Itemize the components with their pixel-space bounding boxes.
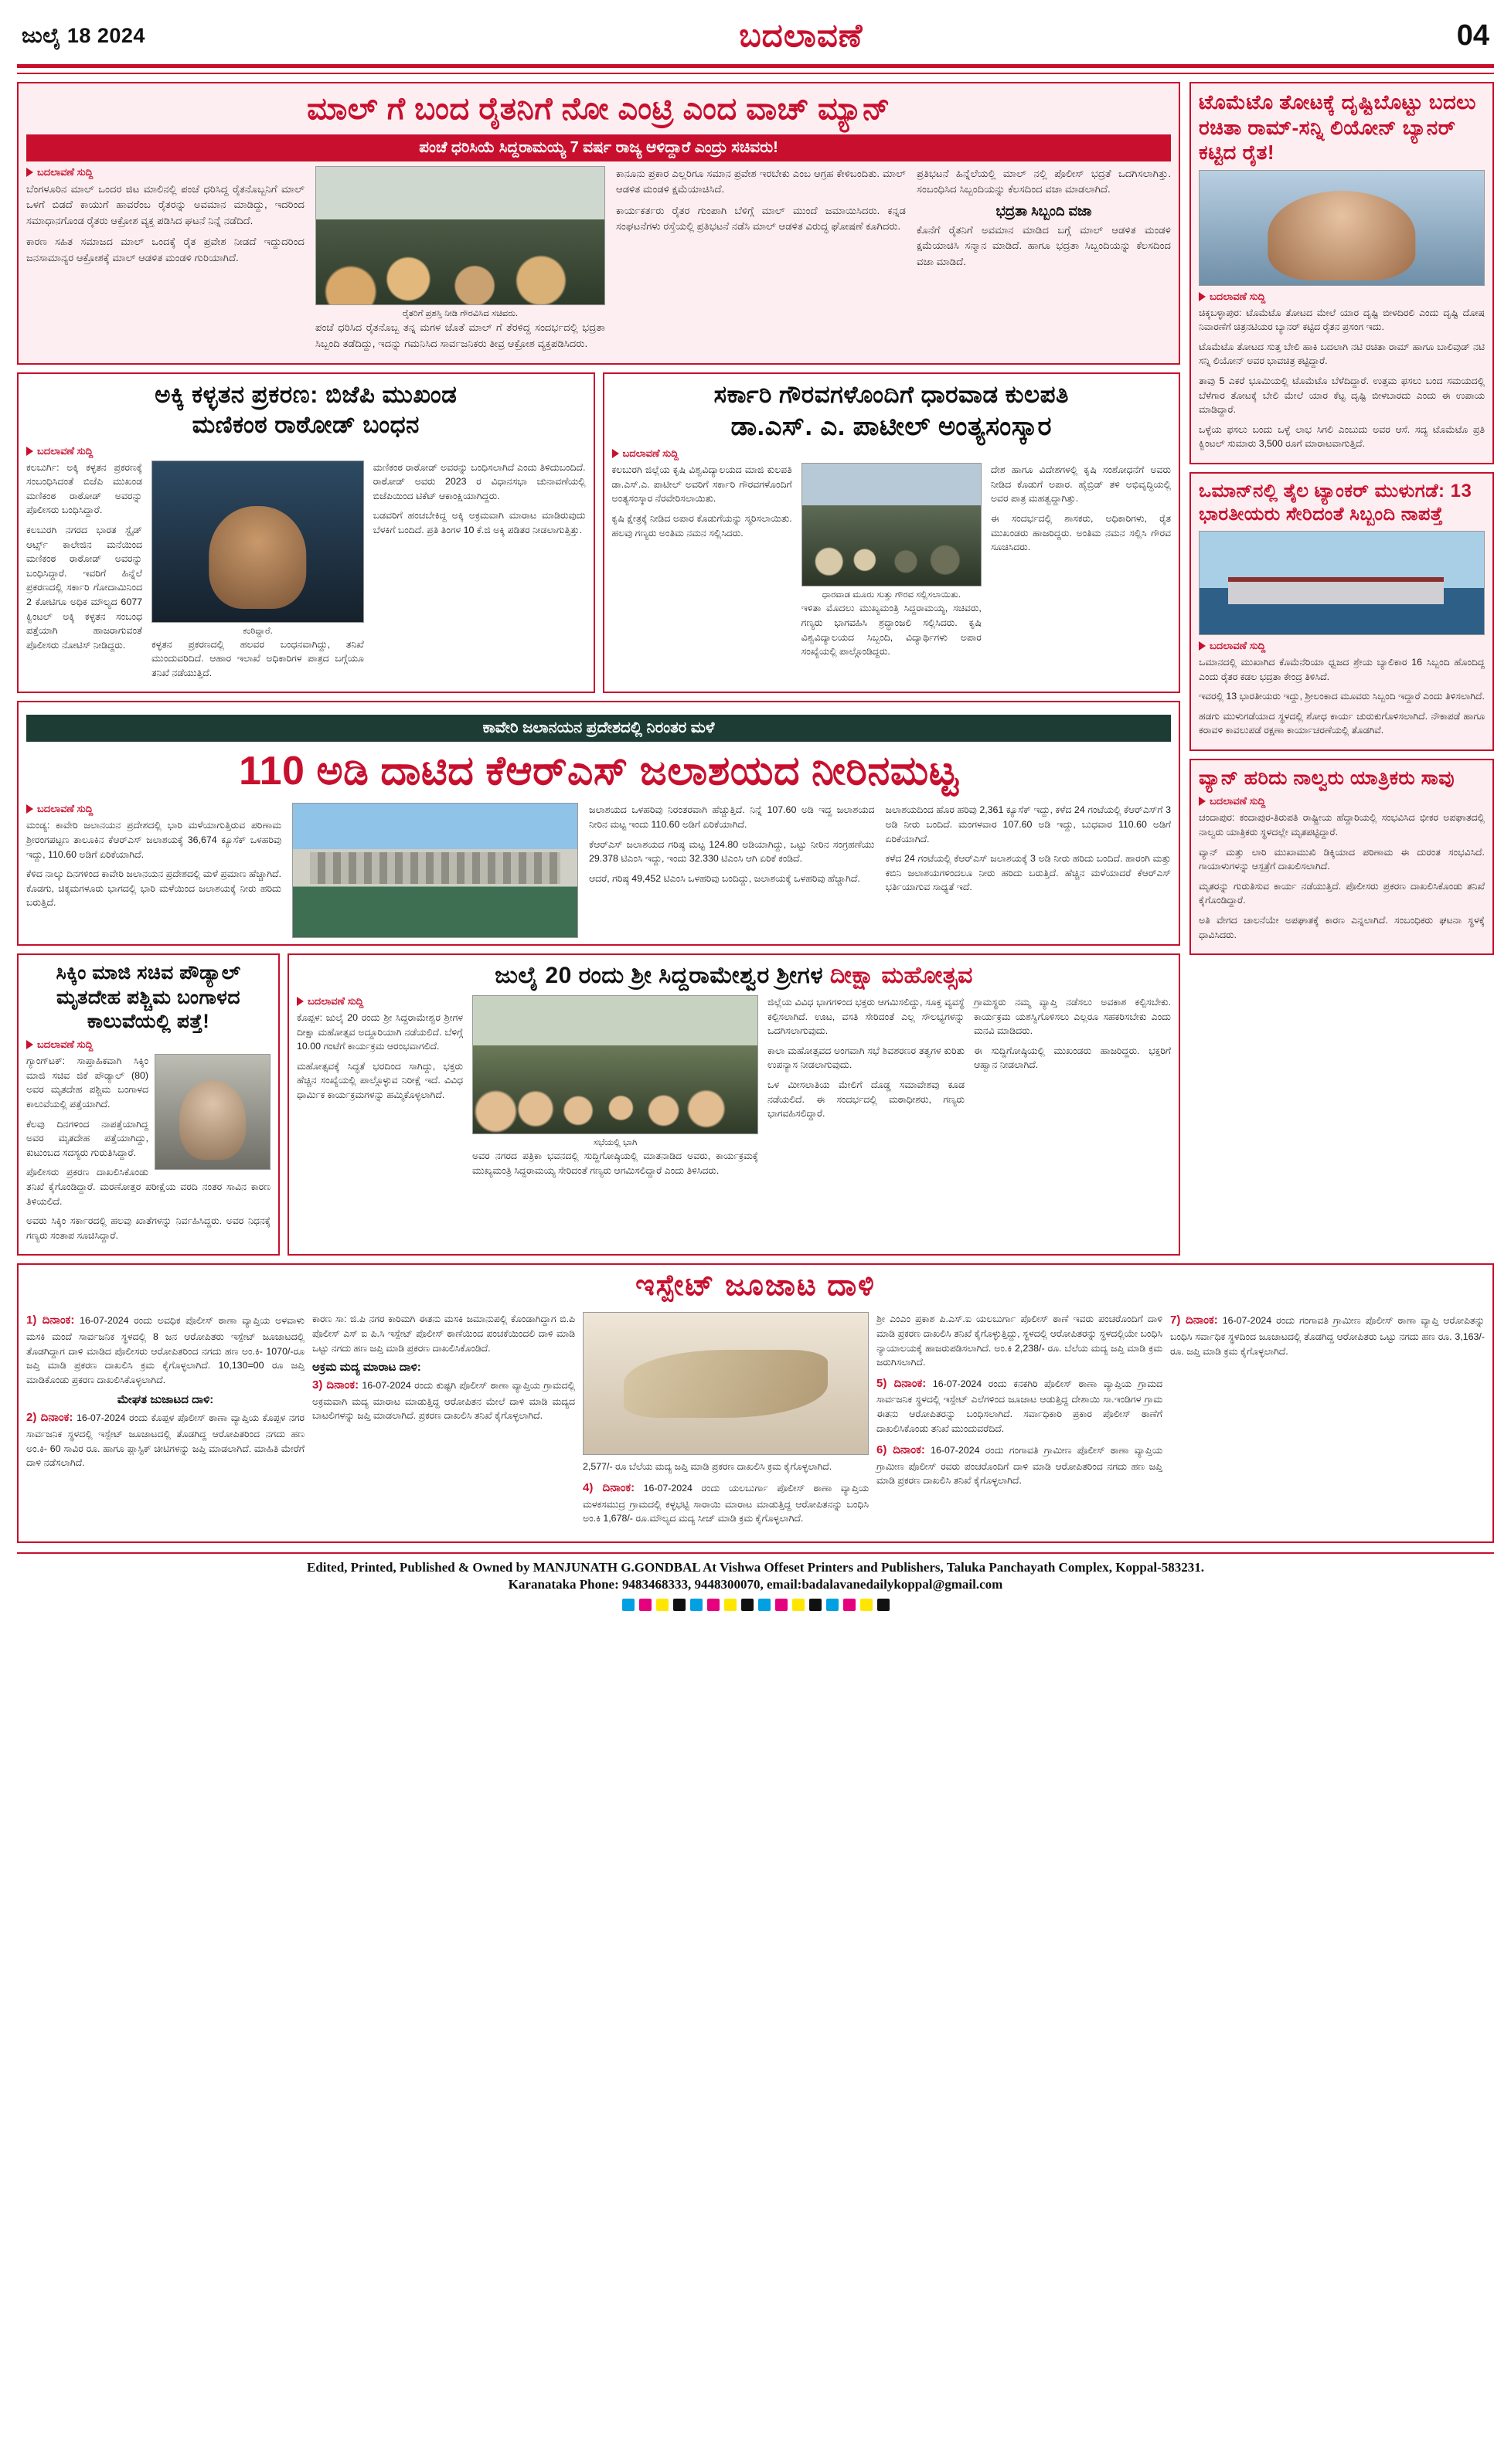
registration-mark [775,1599,788,1611]
lead-article [17,82,1180,365]
rice-paragraph: ಕಲಬುರಗಿ ನಗರದ ಭಾರತ ಸ್ಟೈಡ್ ಆರ್ಟ್ಸ್ ಕಾಲೇಜಿನ ಮನೆಯಿಂದ ಮಣಿಕಂಠ ರಾಠೋಡ್ ಅವರನ್ನು ಬಂಧಿಸಿದ್ದಾರೆ. ಇವರಿಗೆ ಹಿನ್ನೆಲೆ ಪ್ರಕರಣದಲ್ಲಿ ಸರ್ಕಾರಿ ಗೋದಾಮಿನಿಂದ 2 ಕೋಟಿಗೂ ಅಧಿಕ ಮೌಲ್ಯದ 6077 ಕ್ವಿಂಟಲ್ ಅಕ್ಕಿ ಕಳ್ಳತನ ಸಂಬಂಧ ಪತ್ತೆಯಾಗಿ ಹಾಜರಾಗುವಂತೆ ಪೊಲೀಸರು ನೋಟಿಸ್ ನೀಡಿದ್ದರು. [26,524,142,651]
deeksha-article [288,953,1180,1256]
rice-paragraph: ಮಣಿಕಂಠ ರಾಠೋಡ್ ಅವರನ್ನು ಬಂಧಿಸಲಾಗಿದೆ ಎಂದು ತಿಳಿದುಬಂದಿದೆ. ರಾಠೋಡ್ ಅವರು 2023 ರ ವಿಧಾನಸಭಾ ಚುನಾವಣೆಯಲ್ಲಿ ಬಿಜೆಪಿಯಿಂದ ಟಿಕೆಟ್ ಆಕಾಂಕ್ಷಿಯಾಗಿದ್ದರು. [373,461,586,501]
byline [297,995,463,1008]
dharwad-paragraph: ದೇಶ ಹಾಗೂ ವಿದೇಶಗಳಲ್ಲಿ ಕೃಷಿ ಸಂಶೋಧನೆಗೆ ಅವರು ನೀಡಿದ ಕೊಡುಗೆ ಅಪಾರ. ಹೈಬ್ರಿಡ್ ತಳಿ ಅಭಿವೃದ್ಧಿಯಲ್ಲಿ ಅವರ ಪಾತ್ರ ಮಹತ್ವದ್ದಾಗಿತ್ತು. [990,464,1171,505]
case-date: 16-07-2024 ರಂದು [362,1380,434,1392]
registration-mark [860,1599,873,1611]
van-paragraph: ಅತಿ ವೇಗದ ಚಾಲನೆಯೇ ಅಪಘಾತಕ್ಕೆ ಕಾರಣ ಎನ್ನಲಾಗಿದೆ. ಸಂಬಂಧಿಕರು ಘಟನಾ ಸ್ಥಳಕ್ಕೆ ಧಾವಿಸಿದರು. [1199,914,1485,940]
deeksha-headline-part2: ದೀಕ್ಷಾ ಮಹೋತ್ಸವ [829,963,973,989]
dam-paragraph: ಜಲಾಶಯದಿಂದ ಹೊರ ಹರಿವು 2,361 ಕ್ಯೂಸೆಕ್ ಇದ್ದು, ಕಳೆದ 24 ಗಂಟೆಯಲ್ಲಿ ಕೆಆರ್‌ಎಸ್‌ಗೆ 3 ಅಡಿ ನೀರು ಬಂದಿದೆ. ಮಂಗಳವಾರ 107.60 ಅಡಿ ಇದ್ದು, ಬುಧವಾರ 110.60 ಅಡಿಗೆ ಏರಿಕೆಯಾಗಿದೆ. [885,804,1171,845]
dam-paragraph: ಕಳೆದ 24 ಗಂಟೆಯಲ್ಲಿ ಕೆಆರ್‌ಎಸ್ ಜಲಾಶಯಕ್ಕೆ 3 ಅಡಿ ನೀರು ಹರಿದು ಬಂದಿದೆ. ಹಾರಂಗಿ ಮತ್ತು ಕಬಿನಿ ಜಲಾಶಯಗಳಿಂದಲೂ ನೀರು ಹರಿದು ಬರುತ್ತಿದೆ. ಹೆಚ್ಚಿನ ಮಳೆಯಾದರೆ ಕೆಆರ್‌ಎಸ್ ಭರ್ತಿಯಾಗುವ ಸಾಧ್ಯತೆ ಇದೆ. [885,853,1171,893]
deeksha-paragraph: ಕೊಪ್ಪಳ: ಜುಲೈ 20 ರಂದು ಶ್ರೀ ಸಿದ್ದರಾಮೇಶ್ವರ ಶ್ರೀಗಳ ದೀಕ್ಷಾ ಮಹೋತ್ಸವ ಅದ್ದೂರಿಯಾಗಿ ನಡೆಯಲಿದೆ. ಬೆಳಿಗ್ಗೆ 10.00 ಗಂಟೆಗೆ ಕಾರ್ಯಕ್ರಮ ಆರಂಭವಾಗಲಿದೆ. [297,1011,463,1052]
dharwad-photo [801,463,982,586]
lead-photo-caption: ರೈತರಿಗೆ ಪ್ರಶಸ್ತಿ ನೀಡಿ ಗೌರವಿಸಿದ ಸಚಿವರು. [402,309,519,318]
dharwad-paragraph: ಈ ಸಂದರ್ಭದಲ್ಲಿ ಶಾಸಕರು, ಅಧಿಕಾರಿಗಳು, ರೈತ ಮುಖಂಡರು ಹಾಜರಿದ್ದರು. ಅಂತಿಮ ನಮನ ಸಲ್ಲಿಸಿ ಗೌರವ ಸೂಚಿಸಿದರು. [990,513,1171,553]
rice-paragraph: ಕಲಬುರ್ಗಿ: ಅಕ್ಕಿ ಕಳ್ಳತನ ಪ್ರಕರಣಕ್ಕೆ ಸಂಬಂಧಿಸಿದಂತೆ ಬಿಜೆಪಿ ಮುಖಂಡ ಮಣಿಕಂಠ ರಾಠೋಡ್ ಅವರನ್ನು ಪೊಲೀಸರು ಬಂಧಿಸಿದ್ದಾರೆ. [26,461,142,516]
registration-mark [877,1599,890,1611]
dharwad-article [603,372,1181,693]
lead-subhead: ಪಂಚೆ ಧರಿಸಿಯೆ ಸಿದ್ದರಾಮಯ್ಯ 7 ವರ್ಷ ರಾಜ್ಯ ಆಳಿದ್ದಾರೆ ಎಂದ್ರು ಸಚಿವರು! [26,134,1171,161]
oman-headline: ಒಮಾನ್‌ನಲ್ಲಿ ತೈಲ ಟ್ಯಾಂಕರ್ ಮುಳುಗಡೆ: 13 ಭಾರತೀಯರು ಸೇರಿದಂತೆ ಸಿಬ್ಬಂದಿ ನಾಪತ್ತೆ [1199,480,1472,525]
tomato-paragraph: ಟೊಮೆಟೊ ತೋಟದ ಸುತ್ತ ಬೇಲಿ ಹಾಕಿ ಬದಲಾಗಿ ನಟಿ ರಚಿತಾ ರಾಮ್ ಹಾಗೂ ಬಾಲಿವುಡ್ ನಟಿ ಸನ್ನಿ ಲಿಯೋನ್ ಅವರ ಭಾವಚಿತ್ರ ಕಟ್ಟಿದ್ದಾರೆ. [1199,341,1485,367]
gambling-raid-section [17,1263,1494,1542]
byline-triangle-icon [26,447,33,456]
rice-headline-line2: ಮಣಿಕಂಠ ರಾಠೋಡ್ ಬಂಧನ [192,410,420,438]
case-text: ಯಲಬುರ್ಗಾ ಪೊಲೀಸ್ ಠಾಣಾ ವ್ಯಾಪ್ತಿಯ ಮಳಕಸಮುದ್ರ ಗ್ರಾಮದಲ್ಲಿ ಕಳ್ಳಭಟ್ಟಿ ಸಾರಾಯಿ ಮಾರಾಟ ಮಾಡುತ್ತಿದ್ದ ಆರೋಪಿತನನ್ನು ಬಂಧಿಸಿ ಅಂ.ಕಿ 1,678/- ರೂ.ಮೌಲ್ಯದ ಮದ್ಯ ಸೀಜ್ ಮಾಡಿ ಕ್ರಮ ಕೈಗೊಳ್ಳಲಾಗಿದೆ. [583,1483,869,1524]
rice-paragraph: ಬಡವರಿಗೆ ಹಂಚಬೇಕಿದ್ದ ಅಕ್ಕಿ ಅಕ್ರಮವಾಗಿ ಮಾರಾಟ ಮಾಡಿರುವುದು ಬೆಳಕಿಗೆ ಬಂದಿದೆ. ಪ್ರತಿ ತಿಂಗಳ 10 ಕೆ.ಜಿ ಅಕ್ಕಿ ಪಡಿತರ ನೀಡಲಾಗುತ್ತಿತ್ತು. [373,510,586,535]
masthead-rule-thin [17,73,1494,74]
page-grid [17,82,1494,1256]
lead-paragraph: ಕಾರ್ಯಕರ್ತರು ರೈತರ ಗುಂಪಾಗಿ ಬೆಳಿಗ್ಗೆ ಮಾಲ್ ಮುಂದೆ ಜಮಾಯಿಸಿದರು. ಕನ್ನಡ ಸಂಘಟನೆಗಳು ರಸ್ತೆಯಲ್ಲಿ ಪ್ರತಿಭಟನೆ ನಡೆಸಿ ಮಾಲ್ ಆಡಳಿತ ವಿರುದ್ಧ ಘೋಷಣೆ ಕೂಗಿದರು. [616,204,906,233]
gambling-col-3 [583,1312,869,1531]
lead-paragraph: ಬೆಂಗಳೂರಿನ ಮಾಲ್ ಒಂದರ ಜಿಟ ಮಾಲಿನಲ್ಲಿ ಪಂಚೆ ಧರಿಸಿದ್ದ ರೈತನೊಬ್ಬನಿಗೆ ಮಾಲ್ ಒಳಗೆ ಬಿಡದೆ ಕಾಯುಗೆ ಹಾವರೆಂಬ ರೈತರನ್ನು ಅವಮಾನ ಮಾಡಿದ್ದು, ಇದರಿಂದ ಸಮಾಧಾನಗೊಂಡ ರೈತರು ಆಕ್ರೋಶ ವ್ಯಕ್ತ ಪಡಿಸಿದ ಘಟನೆ ನಿನ್ನೆ ನಡೆದಿದೆ. [26,183,305,226]
sikkim-paragraph: ಗ್ಯಾಂಗ್‌ಟಕ್: ಸಾಪ್ತಾಹಿಕವಾಗಿ ಸಿಕ್ಕಿಂ ಮಾಜಿ ಸಚಿವ ಜಿಕೆ ಪೌಡ್ಯಾಲ್ (80) ಅವರ ಮೃತದೇಹ ಪಶ್ಚಿಮ ಬಂಗಾಳದ ಕಾಲುವೆಯಲ್ಲಿ ಪತ್ತೆಯಾಗಿದೆ. [26,1055,148,1110]
case-text: ಕನಕಗಿರಿ ಪೊಲೀಸ್ ಠಾಣಾ ವ್ಯಾಪ್ತಿಯ ಗ್ರಾಮದ ಸಾರ್ವಜನಿಕ ಸ್ಥಳದಲ್ಲಿ ಇಸ್ಪೇಟ್ ಎಲೆಗಳಿಂದ ಜೂಜಾಟ ಆಡುತ್ತಿದ್ದ ದೇಶಾಯಿ ಸಾ.ಇಂಡಿಗಳ ಗ್ರಾಮ ಈತನು ಆರೋಪಿತರನ್ನು ಬಂಧಿಸಲಾಗಿದೆ. ಸರ್ವಾಧಿಕಾರಿ ಪ್ರಕಾರ ಪೊಲೀಸ್ ಠಾಣೆಗೆ ದಾಖಲಿಸಿಕೊಂಡು ತನಿಖೆ ಮುಂದುವರೆದಿದೆ. [876,1378,1162,1434]
byline [1199,640,1485,652]
lead-paragraph: ಪಂಚೆ ಧರಿಸಿದ ರೈತನೊಬ್ಬ ತನ್ನ ಮಗಳ ಜೊತೆ ಮಾಲ್ ಗೆ ತೆರಳಿದ್ದ ಸಂದರ್ಭದಲ್ಲಿ ಭದ್ರತಾ ಸಿಬ್ಬಂದಿ ತಡೆದಿದ್ದು, ಇದನ್ನು ಗಮನಿಸಿದ ಸಾರ್ವಜನಿಕರು ತೀವ್ರ ಆಕ್ರೋಶ ವ್ಯಕ್ತಪಡಿಸಿದರು. [315,321,605,349]
gambling-header [19,1265,1492,1306]
dam-photo [292,803,578,938]
case-date: 16-07-2024 ರಂದು [932,1378,1007,1389]
lead-headline: ಮಾಲ್ ಗೆ ಬಂದ ರೈತನಿಗೆ ನೋ ಎಂಟ್ರಿ ಎಂದ ವಾಚ್ ಮ್ಯಾನ್ [307,92,890,126]
case-text: ಅವಧಿಕ ಪೊಲೀಸ್ ಠಾಣಾ ವ್ಯಾಪ್ತಿಯ ಅಳವಾಳು ಮಸಕಿ ಮಂದೆ ಸಾರ್ವಜನಿಕ ಸ್ಥಳದಲ್ಲಿ 8 ಜನ ಆರೋಪಿತರು ಇಸ್ಪೇಟ್ ಜೂಜಾಟದಲ್ಲಿ ತೊಡಗಿದ್ದಾಗ ದಾಳಿ ಮಾಡಿದ ಪೊಲೀಸರು ಆರೋಪಿತರಿಂದ ನಗದು ಹಣ ಅಂ.ಕಿ- 1070/-ರೂ ಜಪ್ತಿ ಮಾಡಿ ಪ್ರಕರಣ ದಾಖಲಿಸಿ ಕ್ರಮ ಕೈಗೊಳ್ಳಲಾಗಿದೆ. 10,130=00 ರೂ ಜಪ್ತಿ ಮಾಡಿಕೊಂಡು ಪ್ರಕರಣ ದಾಖಲಿಸಿಕೊಳ್ಳಲಾಗಿದೆ. [26,1315,305,1385]
registration-mark [826,1599,839,1611]
deeksha-paragraph: ಕಾಲಾ ಮಹೋತ್ಸವದ ಅಂಗವಾಗಿ ಸಭೆ ಶಿವಶರಣರ ತತ್ವಗಳ ಕುರಿತು ಉಪನ್ಯಾಸ ನೀಡಲಾಗುವುದು. [767,1045,965,1071]
byline-label: ಬದಲಾವಣೆ ಸುದ್ದಿ [1210,639,1266,651]
byline-triangle-icon [1199,292,1206,301]
footer-line-2: Karanataka Phone: 9483468333, 9448300070, email:badalavanedailykoppal@gmail.com [508,1576,1003,1592]
lead-paragraph: ಕೊನೆಗೆ ರೈತನಿಗೆ ಅವಮಾನ ಮಾಡಿದ ಬಗ್ಗೆ ಮಾಲ್ ಆಡಳಿತ ಮಂಡಳಿ ಕ್ಷಮೆಯಾಚಿಸಿ ಸನ್ಮಾನ ಮಾಡಿದೆ. ಹಾಗೂ ಭದ್ರತಾ ಸಿಬ್ಬಂದಿಯನ್ನು ಕೆಲಸದಿಂದ ವಜಾ ಮಾಡಿದೆ. [917,223,1171,267]
oman-photo [1199,531,1485,635]
van-headline: ವ್ಯಾನ್ ಹರಿದು ನಾಲ್ವರು ಯಾತ್ರಿಕರು ಸಾವು [1199,767,1455,790]
gambling-col-4 [876,1312,1162,1531]
case-number: 1) ದಿನಾಂಕ: [26,1314,75,1327]
case-date: 16-07-2024 ರಂದು [643,1483,720,1494]
gambling-note-right: ಶ್ರೀ ಎಂಎಂ ಪ್ರಕಾಶ ಪಿ.ಎಸ್.ಐ ಯಲಬುರ್ಗಾ ಪೊಲೀಸ್ ಠಾಣೆ ಇವರು ಪಂಚರೊಂದಿಗೆ ದಾಳಿ ಮಾಡಿ ಪ್ರಕರಣ ದಾಖಲಿಸಿ ತನಿಖೆ ಕೈಗೊಳ್ಳುತ್ತಿದ್ದು, ಸ್ಥಳದಲ್ಲಿ ಆರೋಪಿತರನ್ನು ಸ್ಥಳದಲ್ಲಿಯೇ ಬಂಧಿಸಿ ನ್ಯಾಯಾಲಯಕ್ಕೆ ಹಾಜರುಪಡಿಸಲಾಗಿದೆ. ಅಂ.ಕಿ 2,238/- ರೂ. ಬೆಲೆಯ ಮದ್ಯ ಜಪ್ತಿ ಮಾಡಿ ಕ್ರಮ ಜರುಗಿಸಲಾಗಿದೆ. [876,1314,1162,1368]
lead-paragraph: ಕಾರಣ ಸಹಿತ ಸಮಾಜದ ಮಾಲ್ ಒಂದಕ್ಕೆ ರೈತ ಪ್ರವೇಶ ನೀಡದೆ ಇದ್ದುದರಿಂದ ಜನಸಾಮಾನ್ಯರ ಆಕ್ರೋಶಕ್ಕೆ ಮಾಲ್ ಆಡಳಿತ ಮಂಡಳಿ ಗುರಿಯಾಗಿದೆ. [26,236,305,263]
byline [26,1038,271,1051]
tomato-headline: ಟೊಮೆಟೊ ತೋಟಕ್ಕೆ ದೃಷ್ಟಿಬೊಟ್ಟು ಬದಲು ರಚಿತಾ ರಾಮ್-ಸನ್ನಿ ಲಿಯೋನ್ ಬ್ಯಾನರ್ ಕಟ್ಟಿದ ರೈತ! [1199,90,1476,164]
byline [26,166,305,178]
krs-dam-article [17,701,1180,946]
dharwad-paragraph: ಕೃಷಿ ಕ್ಷೇತ್ರಕ್ಕೆ ನೀಡಿದ ಅಪಾರ ಕೊಡುಗೆಯನ್ನು ಸ್ಮರಿಸಲಾಯಿತು. ಹಲವು ಗಣ್ಯರು ಅಂತಿಮ ನಮನ ಸಲ್ಲಿಸಿದರು. [611,513,792,539]
page-number: 04 [1456,19,1489,52]
case-number: 7) ದಿನಾಂಕ: [1170,1314,1218,1327]
van-accident-article [1189,759,1494,955]
page-footer [17,1552,1494,1611]
registration-mark [690,1599,703,1611]
case-text: ಗಂಗಾವತಿ ಗ್ರಾಮೀಣ ಪೊಲೀಸ್ ಠಾಣಾ ವ್ಯಾಪ್ತಿ ಆರೋಪಿತನ್ನು ಬಂಧಿಸಿ ಸರ್ವಾಧಿಕ ಸ್ಥಳದಿಂದ ಜೂಜಾಟದಲ್ಲಿ ತೊಡಗಿದ್ದ ಆರೋಪಿತರು ಒಟ್ಟು ನಗದು ಹಣ ರೂ. 3,163/- ರೂ. ಜಪ್ತಿ ಮಾಡಿ ಕ್ರಮ ಕೈಗೊಳ್ಳಲಾಗಿದೆ. [1170,1315,1485,1357]
dam-paragraph: ಜಲಾಶಯದ ಒಳಹರಿವು ನಿರಂತರವಾಗಿ ಹೆಚ್ಚುತ್ತಿದೆ. ನಿನ್ನೆ 107.60 ಅಡಿ ಇದ್ದ ಜಲಾಶಯದ ನೀರಿನ ಮಟ್ಟ ಇಂದು 110.60 ಅಡಿಗೆ ಏರಿಕೆಯಾಗಿದೆ. [589,804,875,831]
second-row [17,372,1180,693]
deeksha-paragraph: ಈ ಸುದ್ದಿಗೋಷ್ಠಿಯಲ್ಲಿ ಮುಖಂಡರು ಹಾಜರಿದ್ದರು. ಭಕ್ತರಿಗೆ ಆಹ್ವಾನ ನೀಡಲಾಗಿದೆ. [974,1045,1171,1071]
dharwad-headline-line2: ಡಾ.ಎಸ್. ಎ. ಪಾಟೀಲ್ ಅಂತ್ಯಸಂಸ್ಕಾರ [730,411,1052,441]
case-item [876,1442,1162,1488]
byline [26,445,586,457]
byline-label: ಬದಲಾವಣೆ ಸುದ್ದಿ [308,994,364,1007]
case-text: ಗಂಗಾವತಿ ಗ್ರಾಮೀಣ ಪೊಲೀಸ್ ಠಾಣಾ ವ್ಯಾಪ್ತಿಯ ಗ್ರಾಮೀಣ ಪೊಲೀಸ್ ರವರು ಪಂಚರೊಂದಿಗೆ ದಾಳಿ ಮಾಡಿ ಆರೋಪಿತರಿಂದ ನಗದು ಹಣ ಜಪ್ತಿ ಮಾಡಿ ಪ್ರಕರಣ ದಾಖಲಿಸಿ ತನಿಖೆ ಕೈಗೊಳ್ಳಲಾಗಿದೆ. [876,1445,1162,1487]
byline-triangle-icon [26,168,33,177]
deeksha-paragraph: ಒಳ ಮೀಸಲಾತಿಯ ಮೇಲಿಗೆ ದೊಡ್ಡ ಸಮಾವೇಶವು ಕೂಡ ನಡೆಯಲಿದೆ. ಈ ಸಂದರ್ಭದಲ್ಲಿ ಮಠಾಧೀಶರು, ಗಣ್ಯರು ಭಾಗವಹಿಸಲಿದ್ದಾರೆ. [767,1079,965,1120]
case-date: 16-07-2024 ರಂದು [1222,1315,1295,1327]
byline-triangle-icon [297,997,304,1006]
tomato-paragraph: ಒಳ್ಳೆಯ ಫಸಲು ಬಂದು ಒಳ್ಳೆ ಲಾಭ ಸಿಗಲಿ ಎಂಬುದು ಅವರ ಆಸೆ. ಸದ್ಯ ಟೊಮೆಟೊ ಪ್ರತಿ ಕ್ವಿಂಟಲ್ ಸುಮಾರು 3,500 ರೂಗೆ ಮಾರಾಟವಾಗುತ್ತಿದೆ. [1199,423,1485,450]
case-number: 4) ದಿನಾಂಕ: [583,1481,635,1495]
byline-triangle-icon [1199,641,1206,651]
dam-paragraph: ಕೆಆರ್‌ಎಸ್ ಜಲಾಶಯದ ಗರಿಷ್ಠ ಮಟ್ಟ 124.80 ಅಡಿಯಾಗಿದ್ದು, ಒಟ್ಟು ನೀರಿನ ಸಂಗ್ರಹಣೆಯು 29.378 ಟಿಎಂಸಿ ಇದ್ದು, ಇಂದು 32.330 ಟಿಎಂಸಿ ಆಗಿ ಏರಿಕೆ ಕಂಡಿದೆ. [589,838,875,865]
deeksha-photo [472,995,758,1134]
van-paragraph: ವ್ಯಾನ್ ಮತ್ತು ಲಾರಿ ಮುಖಾಮುಖಿ ಡಿಕ್ಕಿಯಾದ ಪರಿಣಾಮ ಈ ದುರಂತ ಸಂಭವಿಸಿದೆ. ಗಾಯಾಳುಗಳನ್ನು ಆಸ್ಪತ್ರೆಗೆ ದಾಖಲಿಸಲಾಗಿದೆ. [1199,846,1485,872]
byline-label: ಬದಲಾವಣೆ ಸುದ್ದಿ [37,803,94,815]
sikkim-headline: ಸಿಕ್ಕಿಂ ಮಾಜಿ ಸಚಿವ ಪೌಡ್ಯಾಲ್ ಮೃತದೇಹ ಪಶ್ಚಿಮ ಬಂಗಾಳದ ಕಾಲುವೆಯಲ್ಲಿ ಪತ್ತೆ! [56,962,241,1032]
right-column [1189,82,1494,1256]
registration-mark [758,1599,771,1611]
registration-mark [673,1599,686,1611]
dharwad-photo-caption: ಧಾರವಾಡ ಮೂರು ಸುತ್ತು ಗೌರವ ಸಲ್ಲಿಸಲಾಯಿತು. [822,590,961,600]
case-number: 5) ದಿನಾಂಕ: [876,1376,927,1390]
byline-label: ಬದಲಾವಣೆ ಸುದ್ದಿ [37,444,94,457]
dam-paragraph: ಕೆಳಿದ ನಾಲ್ಕು ದಿನಗಳಿಂದ ಕಾವೇರಿ ಜಲಾನಯನ ಪ್ರದೇಶದಲ್ಲಿ ಮಳೆ ಪ್ರಮಾಣ ಹೆಚ್ಚಾಗಿದೆ. ಕೊಡಗು, ಚಿಕ್ಕಮಗಳೂರು ಭಾಗದಲ್ಲಿ ಭಾರಿ ಮಳೆಯಿಂದ ಜಲಾಶಯಕ್ಕೆ ನೀರು ಹರಿದು ಬರುತ್ತಿದೆ. [26,868,281,909]
deeksha-paragraph: ಗ್ರಾಮಸ್ಥರು ನಮ್ಮ ವ್ಯಾಪ್ತಿ ನಡೆಸಲು ಅವಕಾಶ ಕಲ್ಪಿಸಬೇಕು. ಕಾರ್ಯಕ್ರಮ ಯಶಸ್ವಿಗೊಳಿಸಲು ಎಲ್ಲರೂ ಸಹಕರಿಸಬೇಕು ಎಂದು ಮನವಿ ಮಾಡಿದರು. [974,996,1171,1037]
case-text: ಕೊಪ್ಪಳ ಪೊಲೀಸ್ ಠಾಣಾ ವ್ಯಾಪ್ತಿಯ ಕೊಪ್ಪಳ ನಗರ ಸಾರ್ವಜನಿಕ ಸ್ಥಳದಲ್ಲಿ ಇಸ್ಪೇಟ್ ಜೂಜಾಟದಲ್ಲಿ ತೊಡಗಿದ್ದ ಆರೋಪಿತರಿಂದ ನಗದು ಹಣ ಅಂ.ಕಿ- 60 ಸಾವಿರ ರೂ. ಹಾಗೂ ಪ್ಲಾಸ್ಟಿಕ್ ಚೀಟಿಗಳನ್ನು ಜಪ್ತಿ ಮಾಡಲಾಗಿದೆ. ಮಾಹಿತಿ ಮೇರೆಗೆ ದಾಳಿ ನಡೆಸಲಾಗಿದೆ. [26,1412,305,1469]
masthead [17,14,1494,63]
seized-items-photo [583,1312,869,1455]
gambling-col-2 [312,1312,575,1531]
case-item [312,1377,575,1423]
byline-label: ಬದಲಾವಣೆ ಸುದ್ದಿ [37,166,94,178]
gambling-col-5 [1170,1312,1485,1531]
dam-paragraph: ಆದರೆ, ಗರಿಷ್ಠ 49,452 ಟಿಎಂಸಿ ಒಳಹರಿವು ಬಂದಿದ್ದು, ಜಲಾಶಯಕ್ಕೆ ಒಳಹರಿವು ಹೆಚ್ಚಾಗಿದೆ. [589,872,860,884]
byline-label: ಬದಲಾವಣೆ ಸುದ್ದಿ [37,1038,94,1051]
dam-banner: ಕಾವೇರಿ ಜಲಾನಯನ ಪ್ರದೇಶದಲ್ಲಿ ನಿರಂತರ ಮಳೆ [26,715,1171,742]
lead-paragraph: ಪ್ರತಿಭಟನೆ ಹಿನ್ನೆಲೆಯಲ್ಲಿ ಮಾಲ್ ನಲ್ಲಿ ಪೊಲೀಸ್ ಭದ್ರತೆ ಒದಗಿಸಲಾಗಿತ್ತು. ಸಂಬಂಧಿಸಿದ ಸಿಬ್ಬಂದಿಯನ್ನು ಕೆಲಸದಿಂದ ವಜಾ ಮಾಡಲಾಗಿದೆ. [917,168,1171,195]
case-number: 6) ದಿನಾಂಕ: [876,1443,925,1457]
issue-date: ಜುಲೈ 18 2024 [22,23,145,47]
tomato-paragraph: ಚಿಕ್ಕಬಳ್ಳಾಪುರ: ಟೊಮೆಟೊ ತೋಟದ ಮೇಲೆ ಯಾರ ದೃಷ್ಟಿ ಬೀಳದಿರಲಿ ಎಂದು ದೃಷ್ಟಿ ದೋಷ ನಿವಾರಣೆಗೆ ಚಿತ್ರನಟಿಯರ ಬ್ಯಾನರ್ ಕಟ್ಟಿದ ರೈತನ ಪ್ರಸಂಗ ಇದು. [1199,307,1485,333]
footer-line-1: Edited, Printed, Published & Owned by MANJUNATH G.GONDBAL At Vishwa Offeset Printers and Publishers, Taluka Panchayath Complex, Koppal-583231. [306,1559,1204,1575]
registration-mark [792,1599,805,1611]
gambling-col-1 [26,1312,305,1531]
gambling-photo-caption: 2,577/- ರೂ ಬೆಲೆಯ ಮದ್ಯ ಜಪ್ತಿ ಮಾಡಿ ಪ್ರಕರಣ ದಾಖಲಿಸಿ ಕ್ರಮ ಕೈಗೊಳ್ಳಲಾಗಿದೆ. [583,1461,832,1473]
dharwad-paragraph: ಇಳಿತಾ ಮೊದಲು ಮುಖ್ಯಮಂತ್ರಿ ಸಿದ್ದರಾಮಯ್ಯ, ಸಚಿವರು, ಗಣ್ಯರು ಭಾಗವಹಿಸಿ ಶ್ರದ್ಧಾಂಜಲಿ ಸಲ್ಲಿಸಿದರು. ಕೃಷಿ ವಿಶ್ವವಿದ್ಯಾಲಯದ ಸಿಬ್ಬಂದಿ, ವಿದ್ಯಾರ್ಥಿಗಳು ಅಪಾರ ಸಂಖ್ಯೆಯಲ್ಲಿ ಪಾಲ್ಗೊಂಡಿದ್ದರು. [801,603,982,658]
deeksha-paragraph: ಅವರ ನಗರದ ಪತ್ರಿಕಾ ಭವನದಲ್ಲಿ ಸುದ್ದಿಗೋಷ್ಠಿಯಲ್ಲಿ ಮಾತನಾಡಿದ ಅವರು, ಕಾರ್ಯಕ್ರಮಕ್ಕೆ ಮುಖ್ಯಮಂತ್ರಿ ಸಿದ್ದರಾಮಯ್ಯ ಸೇರಿದಂತೆ ಗಣ್ಯರು ಆಗಮಿಸಲಿದ್ದಾರೆ ಎಂದು ತಿಳಿಸಿದರು. [472,1150,758,1176]
sikkim-article [17,953,280,1256]
deadly-subheading: ಮೇಘತ ಜುಜಾಟದ ದಾಳಿ: [117,1393,214,1407]
oman-paragraph: ಒಮಾನದಲ್ಲಿ ಮುಖಾಗಿದ ಕೊಮೆನೆರಿಯಾ ಧ್ವಜದ ಶ್ರೇಯ ಬ್ಯಾಲಿಕಾರ 16 ಸಿಬ್ಬಂದಿ ಹೊಂದಿದ್ದ ಎಂದು ರೈತರ ಕಡಲ ಭದ್ರತಾ ಕೇಂದ್ರ ತಿಳಿಸಿದೆ. [1199,656,1485,682]
case-item [1170,1312,1485,1358]
van-paragraph: ಚಂದಾಪುರ: ಕಂದಾಪುರ-ತಿರುಪತಿ ರಾಷ್ಟ್ರೀಯ ಹೆದ್ದಾರಿಯಲ್ಲಿ ಸಂಭವಿಸಿದ ಭೀಕರ ಅಪಘಾತದಲ್ಲಿ ನಾಲ್ವರು ಯಾತ್ರಿಕರು ಸ್ಥಳದಲ್ಲೇ ಮೃತಪಟ್ಟಿದ್ದಾರೆ. [1199,812,1485,838]
deeksha-photo-caption: ಸಭೆಯಲ್ಲಿ ಭಾಗಿ [593,1137,638,1147]
registration-mark [622,1599,635,1611]
byline-label: ಬದಲಾವಣೆ ಸುದ್ದಿ [622,447,679,460]
registration-mark [707,1599,720,1611]
dam-paragraph: ಮಂಡ್ಯ: ಕಾವೇರಿ ಜಲಾನಯನ ಪ್ರದೇಶದಲ್ಲಿ ಭಾರಿ ಮಳೆಯಾಗುತ್ತಿರುವ ಪರಿಣಾಮ ಶ್ರೀರಂಗಪಟ್ಟಣ ತಾಲೂಕಿನ ಕೆಆರ್‌ಎಸ್ ಜಲಾಶಯಕ್ಕೆ 36,674 ಕ್ಯೂಸೆಕ್ ಒಳಹರಿವು ಇದ್ದು, 110.60 ಅಡಿಗೆ ಏರಿಕೆಯಾಗಿದೆ. [26,820,281,860]
fourth-row [17,953,1180,1256]
sikkim-paragraph: ಪೊಲೀಸರು ಪ್ರಕರಣ ದಾಖಲಿಸಿಕೊಂಡು ತನಿಖೆ ಕೈಗೊಂಡಿದ್ದಾರೆ. ಮರಣೋತ್ತರ ಪರೀಕ್ಷೆಯ ವರದಿ ನಂತರ ಸಾವಿನ ಕಾರಣ ತಿಳಿಯಲಿದೆ. [26,1167,271,1207]
sikkim-photo [155,1054,271,1170]
oman-paragraph: ಇವರಲ್ಲಿ 13 ಭಾರತೀಯರು ಇದ್ದು, ಶ್ರೀಲಂಕಾದ ಮೂವರು ಸಿಬ್ಬಂದಿ ಇದ್ದಾರೆ ಎಂದು ತಿಳಿಸಲಾಗಿದೆ. [1199,691,1485,702]
registration-mark [656,1599,669,1611]
byline [26,803,281,815]
rice-theft-article [17,372,595,693]
registration-marks [17,1599,1494,1611]
registration-mark [843,1599,856,1611]
byline [1199,291,1485,303]
rice-headline-line1: ಅಕ್ಕಿ ಕಳ್ಳತನ ಪ್ರಕರಣ: ಬಿಜೆಪಿ ಮುಖಂಡ [155,381,458,408]
registration-mark [639,1599,652,1611]
deeksha-paragraph: ಮಹೋತ್ಸವಕ್ಕೆ ಸಿದ್ಧತೆ ಭರದಿಂದ ಸಾಗಿದ್ದು, ಭಕ್ತರು ಹೆಚ್ಚಿನ ಸಂಖ್ಯೆಯಲ್ಲಿ ಪಾಲ್ಗೊಳ್ಳುವ ನಿರೀಕ್ಷೆ ಇದೆ. ವಿವಿಧ ಧಾರ್ಮಿಕ ಕಾರ್ಯಕ್ರಮಗಳನ್ನು ಹಮ್ಮಿಕೊಳ್ಳಲಾಗಿದೆ. [297,1060,463,1100]
oman-article [1189,472,1494,751]
lead-photo [315,166,605,305]
byline-triangle-icon [26,1040,33,1049]
rice-photo [151,461,364,623]
case-date: 16-07-2024 ರಂದು [80,1315,153,1327]
registration-mark [809,1599,822,1611]
gambling-title: ಇಸ್ಪೇಟ್ ಜೂಜಾಟ ದಾಳಿ [635,1269,876,1303]
byline [1199,795,1485,807]
van-paragraph: ಮೃತರನ್ನು ಗುರುತಿಸುವ ಕಾರ್ಯ ನಡೆಯುತ್ತಿದೆ. ಪೊಲೀಸರು ಪ್ರಕರಣ ದಾಖಲಿಸಿಕೊಂಡು ತನಿಖೆ ಕೈಗೊಂಡಿದ್ದಾರೆ. [1199,880,1485,906]
main-column [17,82,1180,1256]
byline-label: ಬದಲಾವಣೆ ಸುದ್ದಿ [1210,290,1266,302]
liquor-subheading: ಅಕ್ರಮ ಮದ್ಯ ಮಾರಾಟ ದಾಳಿ: [312,1361,421,1375]
byline [612,447,1172,460]
sikkim-paragraph: ಅವರು ಸಿಕ್ಕಿಂ ಸರ್ಕಾರದಲ್ಲಿ ಹಲವು ಖಾತೆಗಳನ್ನು ನಿರ್ವಹಿಸಿದ್ದರು. ಅವರ ನಿಧನಕ್ಕೆ ಗಣ್ಯರು ಸಂತಾಪ ಸೂಚಿಸಿದ್ದಾರೆ. [26,1215,271,1241]
rice-photo-caption: ಕಂಠಿದ್ದಾರೆ. [243,626,273,636]
deeksha-headline-part1: ಜುಲೈ 20 ರಂದು ಶ್ರೀ ಸಿದ್ದರಾಮೇಶ್ವರ ಶ್ರೀಗಳ [495,963,830,989]
oman-paragraph: ಹಡಗು ಮುಳುಗಡೆಯಾದ ಸ್ಥಳದಲ್ಲಿ ಶೋಧ ಕಾರ್ಯ ಚುರುಕುಗೊಳಿಸಲಾಗಿದೆ. ನೌಕಾಪಡೆ ಹಾಗೂ ಕರಾವಳಿ ಕಾವಲುಪಡೆ ರಕ್ಷಣಾ ಕಾರ್ಯಾಚರಣೆಯಲ್ಲಿ ತೊಡಗಿವೆ. [1199,710,1485,736]
case-date: 16-07-2024 ರಂದು [77,1412,148,1424]
case-item [583,1480,869,1526]
case-date: 16-07-2024 ರಂದು [931,1445,1004,1456]
case-item [876,1375,1162,1436]
dharwad-headline-line1: ಸರ್ಕಾರಿ ಗೌರವಗಳೊಂದಿಗೆ ಧಾರವಾಡ ಕುಲಪತಿ [713,381,1069,408]
rice-paragraph: ಕಳ್ಳತನ ಪ್ರಕರಣದಲ್ಲಿ ಹಲವರ ಬಂಧನವಾಗಿದ್ದು, ತನಿಖೆ ಮುಂದುವರಿದಿದೆ. ಆಹಾರ ಇಲಾಖೆ ಅಧಿಕಾರಿಗಳ ಪಾತ್ರದ ಬಗ್ಗೆಯೂ ತನಿಖೆ ನಡೆಯುತ್ತಿದೆ. [151,638,364,678]
dharwad-paragraph: ಕಲಬುರಗಿ ಜಿಲ್ಲೆಯ ಕೃಷಿ ವಿಶ್ವವಿದ್ಯಾಲಯದ ಮಾಜಿ ಕುಲಪತಿ ಡಾ.ಎಸ್.ಎ. ಪಾಟೀಲ್ ಅವರಿಗೆ ಸರ್ಕಾರಿ ಗೌರವಗಳೊಂದಿಗೆ ಅಂತ್ಯಸಂಸ್ಕಾರ ನೆರವೇರಿಸಲಾಯಿತು. [611,464,792,505]
byline-label: ಬದಲಾವಣೆ ಸುದ್ದಿ [1210,795,1266,807]
case-item [26,1312,305,1387]
sikkim-paragraph: ಕೆಲವು ದಿನಗಳಿಂದ ನಾಪತ್ತೆಯಾಗಿದ್ದ ಅವರ ಮೃತದೇಹ ಪತ್ತೆಯಾಗಿದ್ದು, ಕುಟುಂಬದ ಸದಸ್ಯರು ಗುರುತಿಸಿದ್ದಾರೆ. [26,1118,148,1158]
byline-triangle-icon [612,449,619,458]
tomato-article [1189,82,1494,464]
dam-headline: 110 ಅಡಿ ದಾಟಿದ ಕೆಆರ್‌ಎಸ್ ಜಲಾಶಯದ ನೀರಿನಮಟ್ಟ [239,749,958,794]
byline-triangle-icon [26,804,33,814]
lead-paragraph: ಕಾನೂನು ಪ್ರಕಾರ ಎಲ್ಲರಿಗೂ ಸಮಾನ ಪ್ರವೇಶ ಇರಬೇಕು ಎಂಬ ಆಗ್ರಹ ಕೇಳಿಬಂದಿತು. ಮಾಲ್ ಆಡಳಿತ ಮಂಡಳಿ ಕ್ಷಮೆಯಾಚಿಸಿದೆ. [616,168,906,195]
gambling-note-left: ಕಾರಣ ಸಾ: ಜಿ.ಪಿ ನಗರ ಕಾರಿಮಗಿ ಈತನು ಮಸಕಿ ಜಮಾನುಪಲ್ಲಿ ಕೊಂಡಾಗಿದ್ದಾಗ ಬಿ.ಪಿ ಪೊಲೀಸ್ ಎಸ್ ಐ ಪಿ.ಸಿ ಇಸ್ಪೇಟ್ ಪೊಲೀಸ್ ಠಾಣೆಯಿಂದ ಪಂಚಕೆಯಿಂದಲಿ ದಾಳಿ ಮಾಡಿ ಒಟ್ಟು ನಗದು ಹಣ ಜಪ್ತಿ ಮಾಡಿ ಪ್ರಕರಣ ದಾಖಲಿಸಿಕೊಂಡಿದೆ. [312,1314,575,1354]
byline-triangle-icon [1199,797,1206,806]
registration-mark [724,1599,737,1611]
registration-mark [741,1599,754,1611]
deeksha-paragraph: ಜಿಲ್ಲೆಯ ವಿವಿಧ ಭಾಗಗಳಿಂದ ಭಕ್ತರು ಆಗಮಿಸಲಿದ್ದು, ಸೂಕ್ತ ವ್ಯವಸ್ಥೆ ಕಲ್ಪಿಸಲಾಗಿದೆ. ಊಟ, ವಸತಿ ಸೇರಿದಂತೆ ಎಲ್ಲ ಸೌಲಭ್ಯಗಳನ್ನು ಒದಗಿಸಲಾಗುವುದು. [767,996,965,1037]
case-number: 3) ದಿನಾಂಕ: [312,1378,359,1392]
lead-side-heading: ಭದ್ರತಾ ಸಿಬ್ಬಂದಿ ವಜಾ [995,202,1092,219]
case-number: 2) ದಿನಾಂಕ: [26,1411,73,1425]
newspaper-title: ಬದಲಾವಣೆ [739,17,863,53]
tomato-photo [1199,170,1485,286]
case-text: ಕುಷ್ಟಗಿ ಪೊಲೀಸ್ ಠಾಣಾ ವ್ಯಾಪ್ತಿಯ ಗ್ರಾಮದಲ್ಲಿ ಅಕ್ರಮವಾಗಿ ಮದ್ಯ ಮಾರಾಟ ಮಾಡುತ್ತಿದ್ದ ಆರೋಪಿತನ ಮೇಲೆ ದಾಳಿ ಮಾಡಿ ಮದ್ಯದ ಬಾಟಲಿಗಳನ್ನು ಜಪ್ತಿ ಮಾಡಲಾಗಿದೆ. ಪ್ರಕರಣ ದಾಖಲಿಸಿ ತನಿಖೆ ಕೈಗೊಳ್ಳಲಾಗಿದೆ. [312,1380,575,1422]
case-item [26,1409,305,1470]
tomato-paragraph: ತಾವು 5 ಎಕರೆ ಭೂಮಿಯಲ್ಲಿ ಟೊಮೆಟೊ ಬೆಳೆದಿದ್ದಾರೆ. ಉತ್ತಮ ಫಸಲು ಬಂದ ಸಮಯದಲ್ಲಿ ಬೆಳೆಗಾರ ತೋಟಕ್ಕೆ ಬೇಲಿ ಮೇಲೆ ಯಾರ ಕೆಟ್ಟ ದೃಷ್ಟಿ ಬೀಳಬಾರದು ಎಂದು ಈ ಉಪಾಯ ಮಾಡಿದ್ದಾರೆ. [1199,375,1485,416]
